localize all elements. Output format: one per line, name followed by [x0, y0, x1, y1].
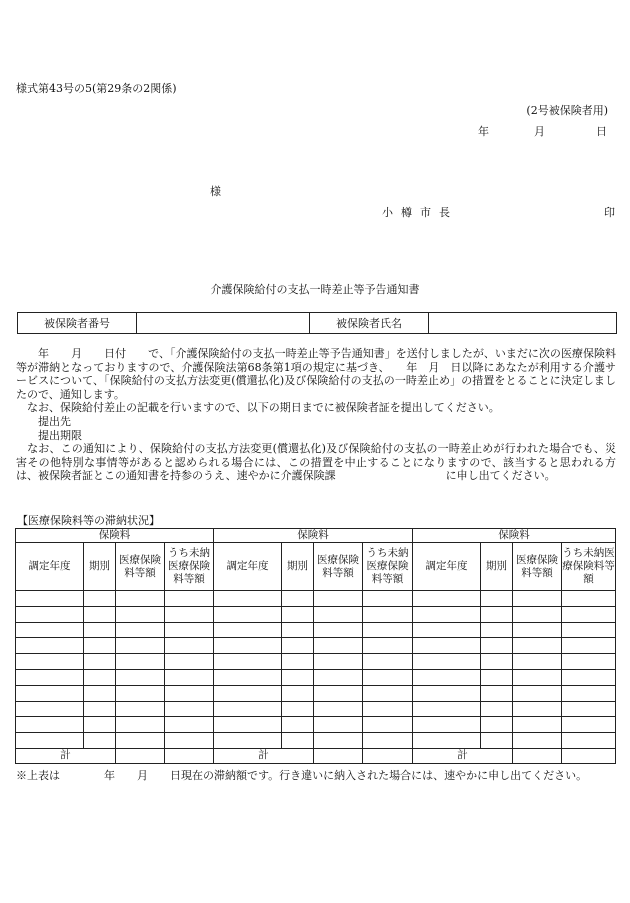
- table-row: [16, 591, 616, 607]
- table-cell[interactable]: [214, 654, 282, 670]
- table-cell[interactable]: [314, 717, 363, 733]
- col-amount: 医療保険料等額: [116, 543, 165, 591]
- table-cell[interactable]: [84, 717, 116, 733]
- table-cell[interactable]: [16, 638, 84, 654]
- table-cell[interactable]: [314, 733, 363, 749]
- table-row: [16, 669, 616, 685]
- table-cell[interactable]: [513, 591, 562, 607]
- footnote: ※上表は 年 月 日現在の滞納額です。行き違いに納入された場合には、速やかに申し出てください。: [16, 769, 588, 782]
- table-cell[interactable]: [413, 638, 481, 654]
- table-cell[interactable]: [314, 606, 363, 622]
- table-cell[interactable]: [214, 606, 282, 622]
- total-label: 計: [214, 748, 314, 763]
- table-cell[interactable]: [165, 638, 214, 654]
- table-cell[interactable]: [282, 606, 314, 622]
- table-cell[interactable]: [562, 622, 616, 638]
- table-cell[interactable]: [16, 606, 84, 622]
- table-cell[interactable]: [84, 638, 116, 654]
- total-label: 計: [16, 748, 116, 763]
- col-year: 調定年度: [214, 543, 282, 591]
- table-cell[interactable]: [282, 654, 314, 670]
- table-row: [16, 717, 616, 733]
- table-cell[interactable]: [513, 717, 562, 733]
- col-amount: 医療保険料等額: [513, 543, 562, 591]
- table-cell[interactable]: [214, 701, 282, 717]
- table-cell[interactable]: [16, 669, 84, 685]
- table-cell[interactable]: [562, 685, 616, 701]
- date-year: 年: [478, 125, 489, 138]
- table-cell[interactable]: [562, 669, 616, 685]
- table-cell[interactable]: [16, 733, 84, 749]
- table-cell[interactable]: [481, 669, 513, 685]
- col-period: 期別: [282, 543, 314, 591]
- table-cell[interactable]: [84, 669, 116, 685]
- col-period: 期別: [84, 543, 116, 591]
- table-cell[interactable]: [363, 685, 413, 701]
- table-cell[interactable]: [214, 733, 282, 749]
- col-year: 調定年度: [16, 543, 84, 591]
- table-cell[interactable]: [84, 685, 116, 701]
- table-cell[interactable]: [282, 638, 314, 654]
- addressee-suffix: 様: [210, 185, 221, 198]
- insured-name-field[interactable]: [429, 313, 617, 334]
- table-cell[interactable]: [363, 591, 413, 607]
- table-cell[interactable]: [116, 654, 165, 670]
- table-cell[interactable]: [513, 733, 562, 749]
- arrears-table: [15, 528, 616, 764]
- table-cell[interactable]: [314, 669, 363, 685]
- table-cell[interactable]: [282, 701, 314, 717]
- col-unpaid: うち未納医療保険料等額: [562, 543, 616, 591]
- table-cell[interactable]: [481, 717, 513, 733]
- table-cell[interactable]: [165, 654, 214, 670]
- table-cell[interactable]: [165, 685, 214, 701]
- table-cell[interactable]: [413, 669, 481, 685]
- table-cell[interactable]: [314, 654, 363, 670]
- total-cell[interactable]: [513, 748, 562, 763]
- table-cell[interactable]: [481, 606, 513, 622]
- table-cell[interactable]: [282, 717, 314, 733]
- table-cell[interactable]: [562, 654, 616, 670]
- table-cell[interactable]: [165, 591, 214, 607]
- table-cell[interactable]: [165, 717, 214, 733]
- table-cell[interactable]: [16, 591, 84, 607]
- table-cell[interactable]: [16, 701, 84, 717]
- table-cell[interactable]: [413, 733, 481, 749]
- table-cell[interactable]: [16, 717, 84, 733]
- table-cell[interactable]: [314, 685, 363, 701]
- table-cell[interactable]: [165, 622, 214, 638]
- total-cell[interactable]: [314, 748, 363, 763]
- table-cell[interactable]: [363, 654, 413, 670]
- body-paragraph-2: なお、保険給付差止の記載を行いますので、以下の期日までに被保険者証を提出してください。: [16, 401, 500, 415]
- table-cell[interactable]: [562, 591, 616, 607]
- total-cell[interactable]: [116, 748, 165, 763]
- table-cell[interactable]: [363, 701, 413, 717]
- col-unpaid: うち未納医療保険料等額: [363, 543, 413, 591]
- table-cell[interactable]: [282, 733, 314, 749]
- date-day: 日: [596, 125, 607, 138]
- table-cell[interactable]: [16, 654, 84, 670]
- table-cell[interactable]: [116, 733, 165, 749]
- total-cell[interactable]: [562, 748, 616, 763]
- table-cell[interactable]: [413, 685, 481, 701]
- table-cell[interactable]: [214, 622, 282, 638]
- table-cell[interactable]: [413, 701, 481, 717]
- table-cell[interactable]: [214, 717, 282, 733]
- form-number: 様式第43号の5(第29条の2関係): [16, 82, 177, 95]
- table-cell[interactable]: [481, 733, 513, 749]
- table-cell[interactable]: [513, 654, 562, 670]
- seal-mark: 印: [604, 206, 615, 219]
- table-cell[interactable]: [165, 606, 214, 622]
- table-cell[interactable]: [314, 701, 363, 717]
- group-header: 保険料: [214, 529, 413, 543]
- table-cell[interactable]: [214, 685, 282, 701]
- table-cell[interactable]: [165, 669, 214, 685]
- table-cell[interactable]: [413, 717, 481, 733]
- notice-body: [16, 347, 616, 483]
- table-cell[interactable]: [116, 717, 165, 733]
- table-cell[interactable]: [84, 606, 116, 622]
- table-cell[interactable]: [413, 654, 481, 670]
- table-cell[interactable]: [282, 591, 314, 607]
- arrears-section-title: 【医療保険料等の滞納状況】: [17, 514, 160, 527]
- group-header: 保険料: [413, 529, 616, 543]
- table-row: [16, 622, 616, 638]
- table-cell[interactable]: [562, 606, 616, 622]
- date-month: 月: [534, 125, 545, 138]
- table-cell[interactable]: [363, 669, 413, 685]
- table-cell[interactable]: [562, 733, 616, 749]
- table-row: [16, 733, 616, 749]
- table-cell[interactable]: [314, 638, 363, 654]
- table-cell[interactable]: [282, 669, 314, 685]
- table-cell[interactable]: [513, 685, 562, 701]
- table-cell[interactable]: [314, 591, 363, 607]
- table-cell[interactable]: [562, 701, 616, 717]
- group-header: 保険料: [16, 529, 214, 543]
- table-cell[interactable]: [314, 622, 363, 638]
- total-cell[interactable]: [363, 748, 413, 763]
- table-row: [16, 654, 616, 670]
- table-cell[interactable]: [214, 638, 282, 654]
- insured-info-table: [17, 312, 617, 334]
- col-period: 期別: [481, 543, 513, 591]
- issuer-name: 小樽市長: [382, 206, 458, 219]
- table-cell[interactable]: [84, 701, 116, 717]
- table-cell[interactable]: [282, 622, 314, 638]
- total-label: 計: [413, 748, 513, 763]
- table-cell[interactable]: [214, 669, 282, 685]
- table-cell[interactable]: [363, 606, 413, 622]
- table-cell[interactable]: [513, 606, 562, 622]
- table-cell[interactable]: [16, 622, 84, 638]
- table-cell[interactable]: [116, 685, 165, 701]
- table-row: [16, 638, 616, 654]
- table-cell[interactable]: [513, 701, 562, 717]
- table-cell[interactable]: [16, 685, 84, 701]
- table-cell[interactable]: [413, 606, 481, 622]
- table-cell[interactable]: [116, 701, 165, 717]
- table-cell[interactable]: [513, 638, 562, 654]
- table-cell[interactable]: [84, 591, 116, 607]
- submit-to-line: 提出先: [16, 414, 71, 428]
- table-cell[interactable]: [363, 733, 413, 749]
- table-cell[interactable]: [84, 733, 116, 749]
- table-cell[interactable]: [562, 638, 616, 654]
- table-cell[interactable]: [214, 591, 282, 607]
- table-cell[interactable]: [165, 733, 214, 749]
- table-cell[interactable]: [562, 717, 616, 733]
- table-cell[interactable]: [116, 638, 165, 654]
- table-cell[interactable]: [84, 654, 116, 670]
- table-cell[interactable]: [481, 701, 513, 717]
- insured-number-field[interactable]: [137, 313, 310, 334]
- table-cell[interactable]: [116, 669, 165, 685]
- table-cell[interactable]: [413, 622, 481, 638]
- table-cell[interactable]: [481, 638, 513, 654]
- table-cell[interactable]: [481, 622, 513, 638]
- table-cell[interactable]: [116, 622, 165, 638]
- table-cell[interactable]: [165, 701, 214, 717]
- table-cell[interactable]: [363, 717, 413, 733]
- document-title: 介護保険給付の支払一時差止等予告通知書: [210, 283, 420, 296]
- table-cell[interactable]: [116, 606, 165, 622]
- table-cell[interactable]: [513, 622, 562, 638]
- table-cell[interactable]: [363, 622, 413, 638]
- table-cell[interactable]: [481, 591, 513, 607]
- table-cell[interactable]: [413, 591, 481, 607]
- table-cell[interactable]: [513, 669, 562, 685]
- table-cell[interactable]: [363, 638, 413, 654]
- table-cell[interactable]: [282, 685, 314, 701]
- body-paragraph-1: 年 月 日付 で、「介護保険給付の支払一時差止等予告通知書」を送付しましたが、いまだに次の医療保険料等が滞納となっておりますので、介護保険法第68条第1項の規定に基づき、 年 月 日以降にあなたが利用する介護サービスについて、「保険給付の支払方法変更(償還払化)及び保険給付の支払の一時差止め」の措置をとることに決定しましたので、通知します。: [16, 347, 616, 401]
- copy-type-label: (2号被保険者用): [526, 104, 608, 117]
- total-cell[interactable]: [165, 748, 214, 763]
- col-unpaid: うち未納医療保険料等額: [165, 543, 214, 591]
- table-cell[interactable]: [84, 622, 116, 638]
- table-row: [16, 606, 616, 622]
- insured-name-label: 被保険者氏名: [310, 313, 429, 334]
- insured-number-label: 被保険者番号: [18, 313, 137, 334]
- table-row: [16, 701, 616, 717]
- col-year: 調定年度: [413, 543, 481, 591]
- table-cell[interactable]: [481, 654, 513, 670]
- table-row: [16, 685, 616, 701]
- col-amount: 医療保険料等額: [314, 543, 363, 591]
- body-paragraph-3: なお、この通知により、保険給付の支払方法変更(償還払化)及び保険給付の支払の一時差止めが行われた場合でも、災害その他特別な事情等があると認められる場合には、この措置を中止することになりますので、該当すると思われる方は、被保険者証とこの通知書を持参のうえ、速やかに介護保険課 に申し出てください。: [16, 442, 616, 483]
- table-cell[interactable]: [481, 685, 513, 701]
- deadline-line: 提出期限: [16, 428, 82, 442]
- table-cell[interactable]: [116, 591, 165, 607]
